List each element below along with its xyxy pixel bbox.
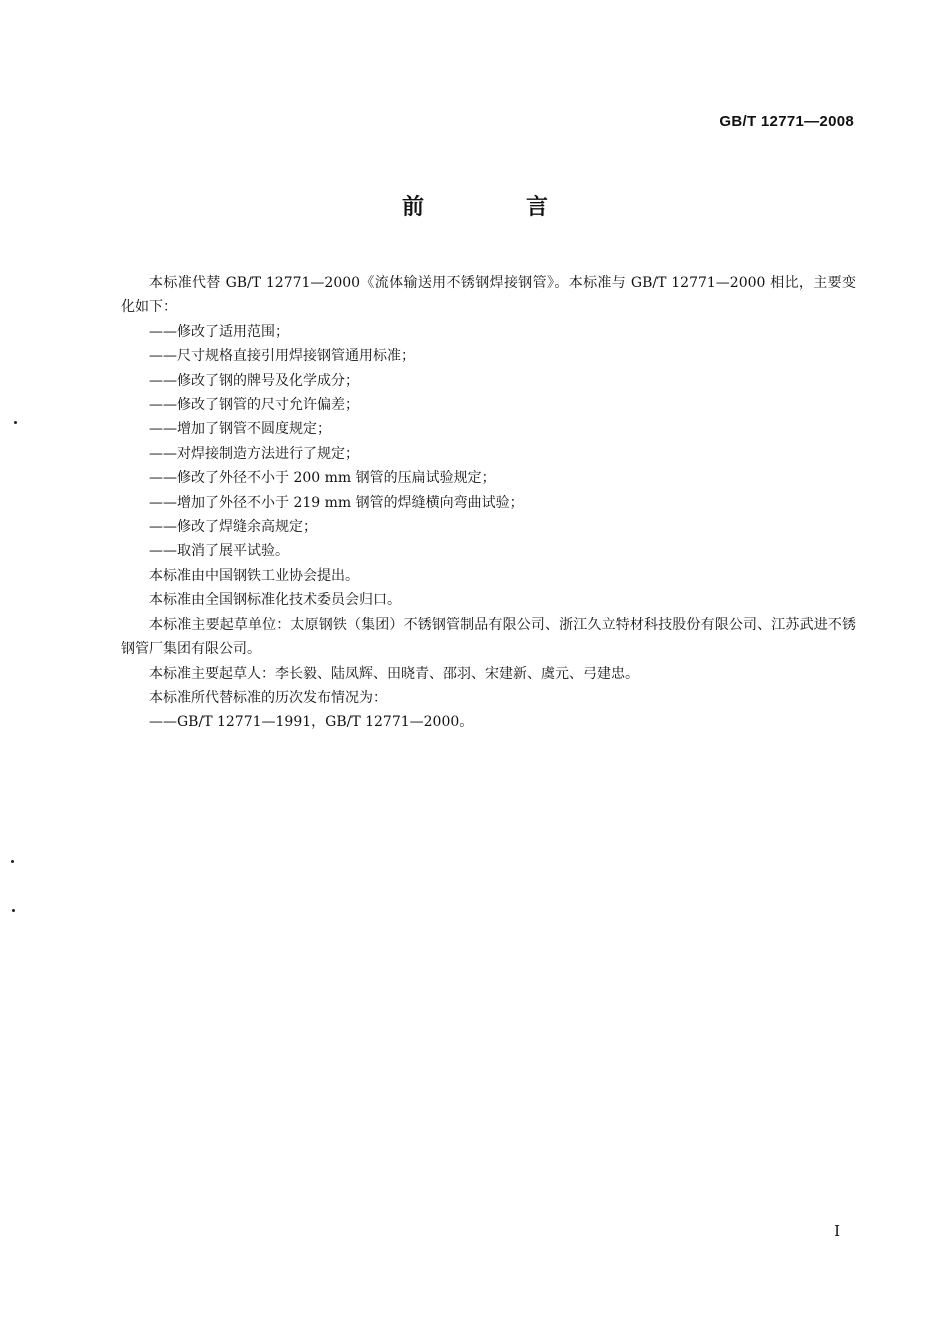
drafting-units-paragraph: 本标准主要起草单位：太原钢铁（集团）不锈钢管制品有限公司、浙江久立特材科技股份有限公司、江苏武进不锈钢管厂集团有限公司。 xyxy=(121,616,856,658)
centralized-by-paragraph: 本标准由全国钢标准化技术委员会归口。 xyxy=(149,592,401,609)
change-item: ——取消了展平试验。 xyxy=(149,543,289,560)
change-item: ——修改了适用范围； xyxy=(149,323,289,340)
scan-speck xyxy=(14,421,17,424)
proposed-by-paragraph: 本标准由中国钢铁工业协会提出。 xyxy=(149,567,359,584)
page-title: 前 言 xyxy=(401,195,588,220)
change-item: ——尺寸规格直接引用焊接钢管通用标准； xyxy=(149,348,415,365)
change-item: ——增加了外径不小于 219 mm 钢管的焊缝横向弯曲试验； xyxy=(149,494,524,511)
intro-paragraph: 本标准代替 GB/T 12771—2000《流体输送用不锈钢焊接钢管》。本标准与 GB/T 12771—2000 相比，主要变化如下： xyxy=(121,275,856,316)
scan-speck xyxy=(12,909,15,912)
change-item: ——修改了钢的牌号及化学成分； xyxy=(149,372,359,389)
change-item: ——修改了焊缝余高规定； xyxy=(149,519,317,536)
history-intro-paragraph: 本标准所代替标准的历次发布情况为： xyxy=(149,689,387,706)
scan-speck xyxy=(11,860,14,863)
change-item: ——增加了钢管不圆度规定； xyxy=(149,421,331,438)
change-item: ——对焊接制造方法进行了规定； xyxy=(149,445,359,462)
preface-body xyxy=(121,271,856,735)
page-number: I xyxy=(834,1222,840,1240)
drafters-paragraph: 本标准主要起草人：李长毅、陆凤辉、田晓青、邵羽、宋建新、虞元、弓建忠。 xyxy=(149,665,639,682)
history-item: ——GB/T 12771—1991，GB/T 12771—2000。 xyxy=(149,714,474,731)
change-item: ——修改了钢管的尺寸允许偏差； xyxy=(149,397,359,414)
standard-number-header: GB/T 12771—2008 xyxy=(719,113,854,130)
change-item: ——修改了外径不小于 200 mm 钢管的压扁试验规定； xyxy=(149,470,496,487)
